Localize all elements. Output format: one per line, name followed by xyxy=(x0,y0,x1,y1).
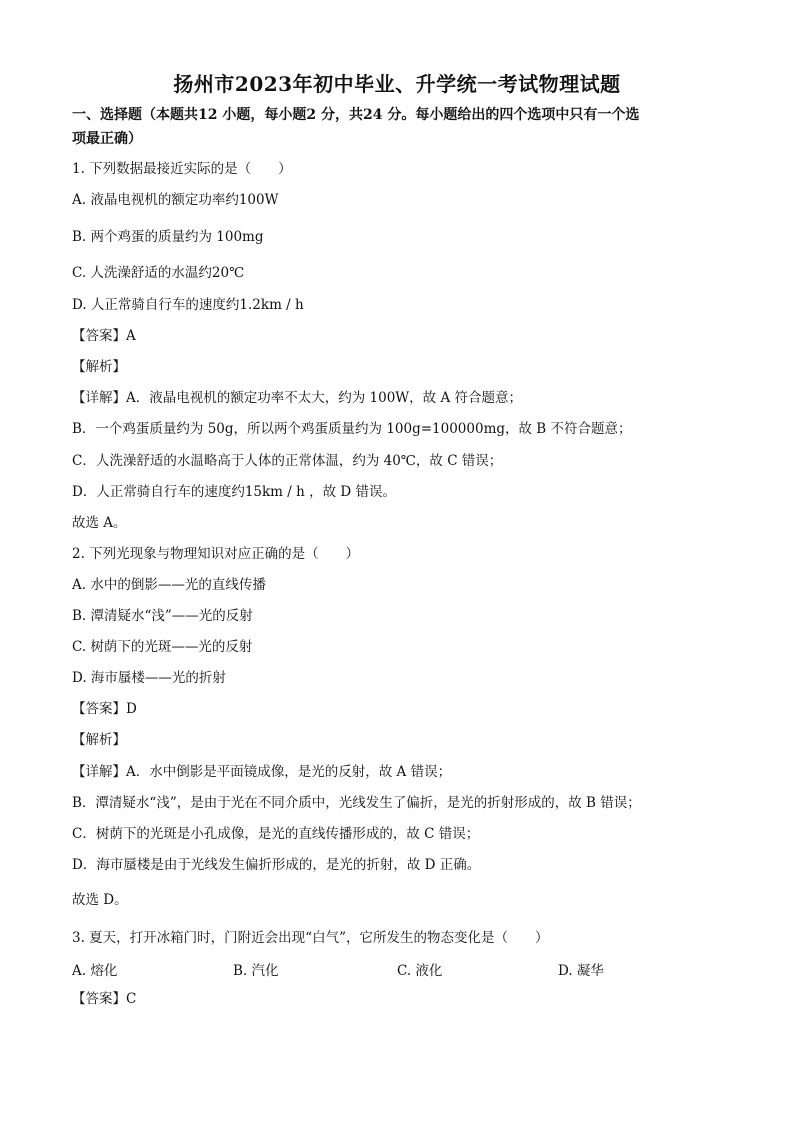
page-title: 扬州市2023年初中毕业、升学统一考试物理试题 xyxy=(173,72,621,96)
section-heading-line-2: 项最正确） xyxy=(72,131,142,147)
q1-choice: 故选 A。 xyxy=(72,515,127,531)
q3-option-d: D. 凝华 xyxy=(558,963,604,979)
q1-option-a: A. 液晶电视机的额定功率约100W xyxy=(72,192,279,208)
q1-stem: 1. 下列数据最接近实际的是（ ） xyxy=(72,161,292,177)
q2-option-b: B. 潭清疑水“浅”——光的反射 xyxy=(72,608,253,624)
q2-option-c: C. 树荫下的光斑——光的反射 xyxy=(72,639,253,655)
q1-detail-d: D．人正常骑自行车的速度约15km / h ，故 D 错误。 xyxy=(72,484,397,500)
q2-detail-b: B．潭清疑水“浅”，是由于光在不同介质中，光线发生了偏折，是光的折射形成的，故 B 错误； xyxy=(72,795,641,811)
q2-detail-c: C．树荫下的光斑是小孔成像，是光的直线传播形成的，故 C 错误； xyxy=(72,826,480,842)
q2-answer: 【答案】D xyxy=(72,701,137,717)
q2-detail-d: D．海市蜃楼是由于光线发生偏折形成的，是光的折射，故 D 正确。 xyxy=(72,857,481,873)
q1-answer: 【答案】A xyxy=(72,328,136,344)
q1-detail-c: C．人洗澡舒适的水温略高于人体的正常体温，约为 40℃，故 C 错误； xyxy=(72,453,503,469)
q3-option-c: C. 液化 xyxy=(397,963,443,979)
q1-option-c: C. 人洗澡舒适的水温约20℃ xyxy=(72,265,245,281)
q2-detail-a: 【详解】A．水中倒影是平面镜成像，是光的反射，故 A 错误； xyxy=(72,764,452,780)
q2-stem: 2. 下列光现象与物理知识对应正确的是（ ） xyxy=(72,546,360,562)
q2-option-d: D. 海市蜃楼——光的折射 xyxy=(72,670,226,686)
q1-detail-b: B．一个鸡蛋质量约为 50g，所以两个鸡蛋质量约为 100g=100000mg，故 B 不符合题意； xyxy=(72,421,632,437)
q1-detail-a: 【详解】A．液晶电视机的额定功率不太大，约为 100W，故 A 符合题意； xyxy=(72,390,523,406)
q2-choice: 故选 D。 xyxy=(72,892,128,908)
q3-option-b: B. 汽化 xyxy=(233,963,279,979)
q3-answer: 【答案】C xyxy=(72,991,137,1007)
section-heading-line-1: 一、选择题（本题共12 小题，每小题2 分，共24 分。每小题给出的四个选项中只有一个选 xyxy=(72,107,640,123)
q3-stem: 3. 夏天，打开冰箱门时，门附近会出现“白气”，它所发生的物态变化是（ ） xyxy=(72,930,549,946)
q1-option-b: B. 两个鸡蛋的质量约为 100mg xyxy=(72,229,264,245)
q3-option-a: A. 熔化 xyxy=(72,963,118,979)
q2-analysis-label: 【解析】 xyxy=(72,732,126,748)
q1-option-d: D. 人正常骑自行车的速度约1.2km / h xyxy=(72,297,304,313)
q3-options-row xyxy=(72,959,732,977)
q1-analysis-label: 【解析】 xyxy=(72,359,126,375)
q2-option-a: A. 水中的倒影——光的直线传播 xyxy=(72,577,266,593)
